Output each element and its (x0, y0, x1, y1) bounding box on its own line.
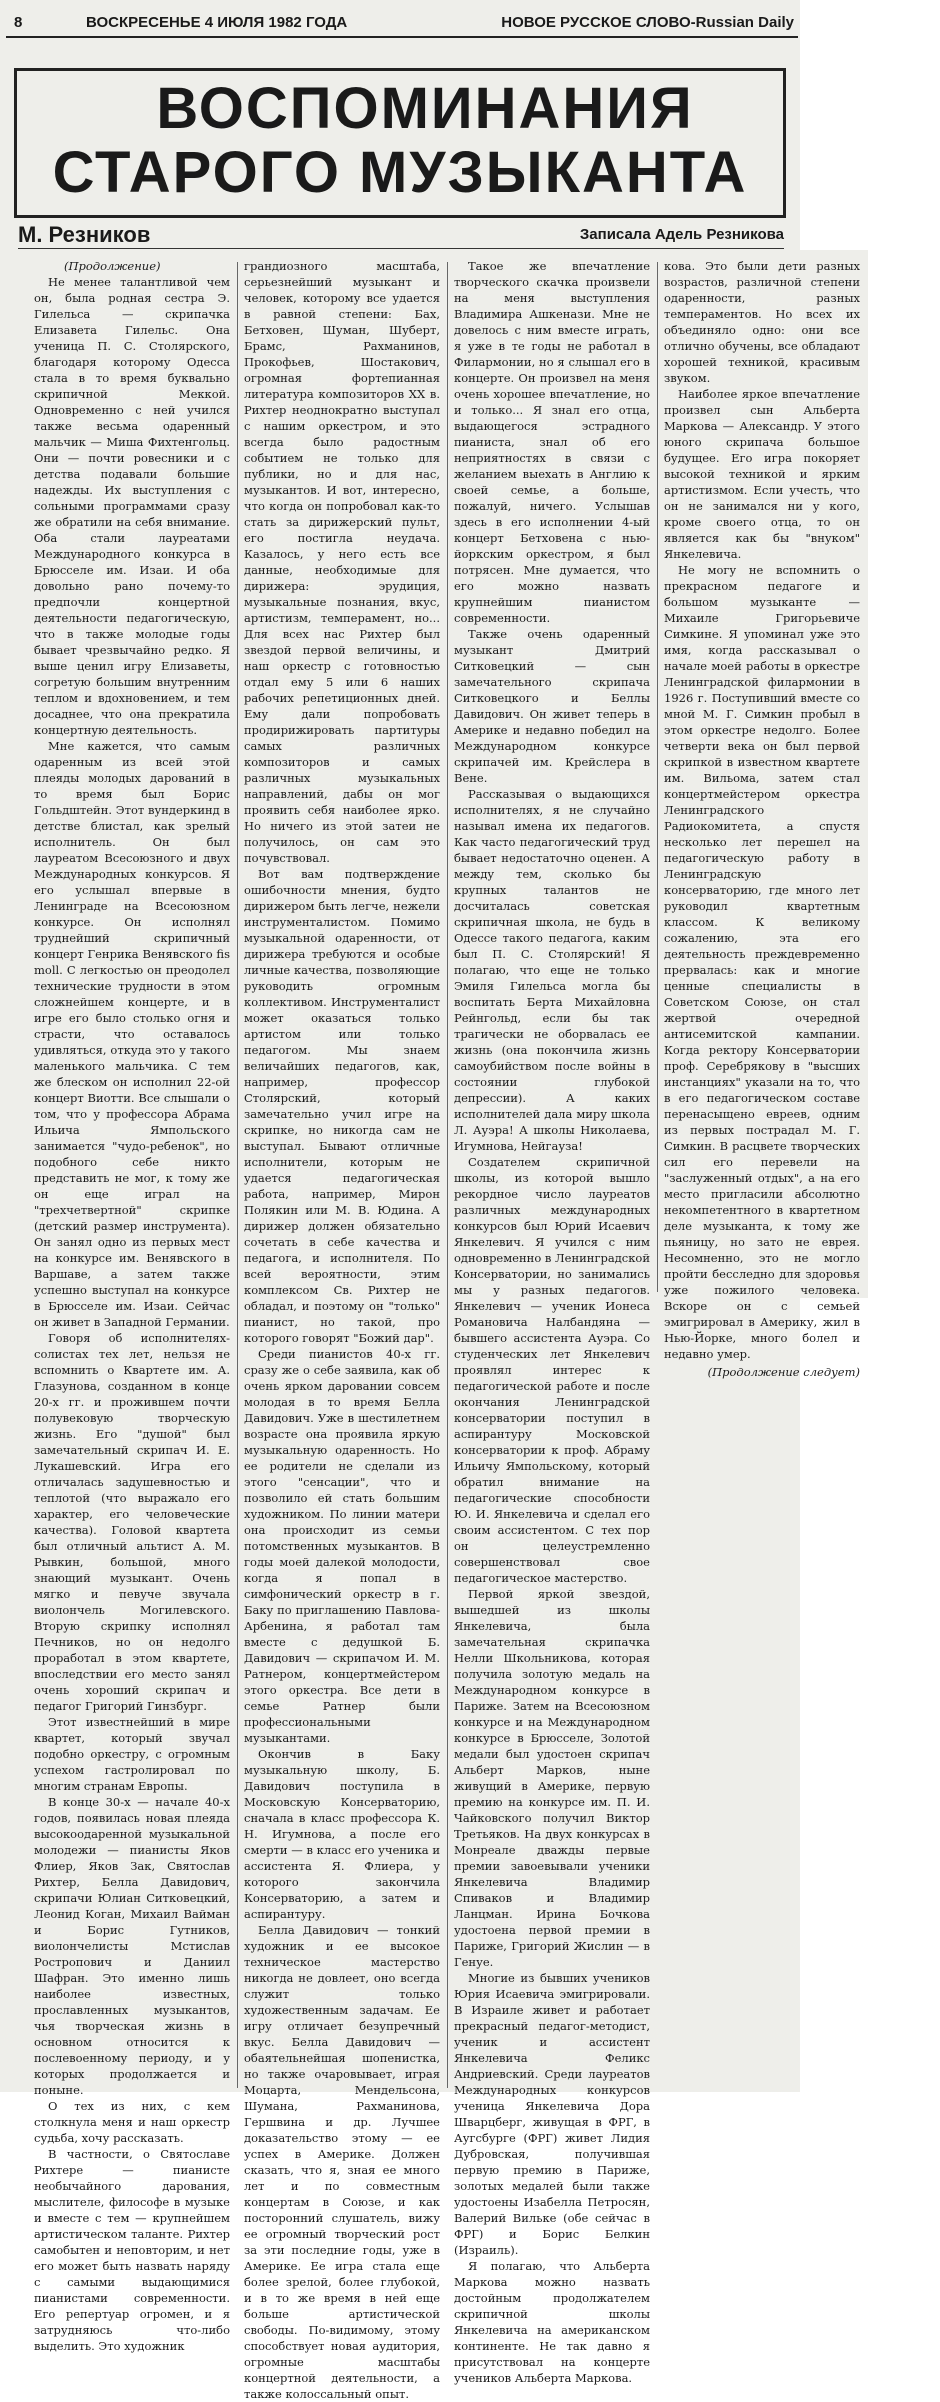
byline (18, 222, 784, 249)
page-header (6, 14, 798, 38)
article-paragraph: Многие из бывших учеников Юрия Исаевича эмигрировали. В Израиле живет и работает прекрасный педагог-методист, ученик и ассистент Янкелевича Феликс Андриевский. Среди лауреатов Международных конкурсов ученица Янкелевича Дора Шварцберг, живущая в ФРГ, в Аугсбурге (ФРГ) живет Лидия Дубровская, получившая первую премию в Париже, золотых медалей были также удостоены Изабелла Петросян, Валерий Вильке (обе сейчас в ФРГ) и Борис Белкин (Израиль). (454, 1971, 650, 2257)
column-rule (657, 262, 658, 1292)
headline-line-2: СТАРОГО МУЗЫКАНТА (52, 140, 748, 205)
article-paragraph: Не менее талантливой чем он, была родная сестра Э. Гилельса — скрипачка Елизавета Гилельс. Она ученица П. С. Столярского, благодаря которому Одесса стала в то время буквально скрипичной Меккой. Одновременно с ней учился также весьма одаренный мальчик — Миша Фихтенгольц. Они — почти ровесники и с детства подавали большие надежды. Их выступления с сольными программами сразу же обратили на себя внимание. Оба стали лауреатами Международного конкурса в Брюсселе им. Изаи. И оба довольно рано почему-то предпочли концертной деятельности педагогическую, что в также молодые годы бывает чрезвычайно редко. Я выше ценил игру Елизаветы, согретую большим внутренним теплом и вдохновением, и тем досаднее, что она прекратила концертную деятельность. (34, 275, 230, 737)
issue-date: ВОСКРЕСЕНЬЕ 4 ИЮЛЯ 1982 ГОДА (86, 14, 348, 31)
article-paragraph: кова. Это были дети разных возрастов, различной степени одаренности, разных темпераментов. Но всех их объединяло одно: они все отлично обучены, все обладают хорошей техникой, красивым звуком. (664, 259, 860, 385)
article-paragraph: О тех из них, с кем столкнула меня и наш оркестр судьба, хочу рассказать. (34, 2099, 230, 2145)
column-rule (237, 262, 238, 2088)
article-paragraph: В частности, о Святославе Рихтере — пианисте необычайного дарования, мыслителе, философе в музыке и вместе с тем — крупнейшем артистическом таланте. Рихтер самобытен и неповторим, и нет его может быть назвать наряду с самыми выдающимися пианистами современности. Его репертуар огромен, и я затрудняюсь что-либо выделить. Это художник (34, 2147, 230, 2353)
article-paragraph: Мне кажется, что самым одаренным из всей этой плеяды молодых дарований в то время был Борис Гольдштейн. Этот вундеркинд в детстве блистал, как зрелый исполнитель. Он был лауреатом Всесоюзного и двух Международных конкурсов. Я его услышал впервые в Ленинграде на Всесоюзном конкурсе. Он исполнял труднейший скрипичный концерт Генрика Венявского fis moll. С легкостью он преодолел технические трудности в этом сложнейшем концерте, и в игре его было столько огня и страсти, что оставалось удивляться, откуда это у такого маленького мальчика. С тем же блеском он исполнил 22-ой концерт Виотти. Все слышали о том, что у профессора Абрама Ильича Ямпольского занимается "чудо-ребенок", но подобного себе никто представить не мог, к тому же он еще играл на "трехчетвертной" скрипке (детский размер инструмента). Он занял одно из первых мест на конкурсе им. Венявского в Варшаве, а затем также успешно выступал на конкурсе в Брюсселе им. Изаи. Сейчас он живет в Западной Германии. (34, 739, 230, 1329)
article-paragraph: Среди пианистов 40-х гг. сразу же о себе заявила, как об очень ярком даровании совсем молодая в то время Белла Давидович. Уже в шестилетнем возрасте она проявила яркую музыкальную одаренность. Но ее родители не сделали из этого "сенсации", что и позволило ей стать большим художником. По линии матери она происходит из семьи потомственных музыкантов. В годы моей далекой молодости, когда я попал в симфонический оркестр в г. Баку по приглашению Павлова-Арбенина, я работал там вместе с дедушкой Б. Давидович — скрипачом И. М. Ратнером, концертмейстером этого оркестра. Все дети в семье Ратнер были профессиональными музыкантами. (244, 1347, 440, 1745)
article-paragraph: Этот известнейший в мире квартет, который звучал подобно оркестру, с огромным успехом гастролировал по многим странам Европы. (34, 1715, 230, 1793)
article-paragraph: Такое же впечатление творческого скачка произвели на меня выступления Владимира Ашкенази. Мне не довелось с ним вместе играть, я уже в те годы не работал в Филармонии, но я слышал его в концерте. Он произвел на меня очень хорошее впечатление, но и только... Я знал его отца, выдающегося эстрадного пианиста, знал об его неприятностях в связи с желанием выехать в Англию к своей семье, а больше, пожалуй, ничего. Услышав здесь в его исполнении 4-ый концерт Бетховена с нью-йоркским оркестром, я был потрясен. Мне думается, что его можно назвать крупнейшим пианистом современности. (454, 259, 650, 625)
article-paragraph: Также очень одаренный музыкант Дмитрий Ситковецкий — сын замечательного скрипача Ситковецкого и Беллы Давидович. Он живет теперь в Америке и недавно победил на Международном конкурсе скрипачей им. Крейслера в Вене. (454, 627, 650, 785)
article-paragraph: (Продолжение) (64, 259, 161, 273)
article-column-2 (244, 258, 440, 2401)
article-paragraph: Я полагаю, что Альберта Маркова можно назвать достойным продолжателем скрипичной школы Янкелевича на американском континенте. Не так давно я присутствовал на концерте учеников Альберта Маркова. (454, 2259, 650, 2385)
article-column-1 (34, 258, 230, 2353)
headline-box (14, 68, 786, 218)
column-rule (447, 262, 448, 2088)
article-paragraph: Белла Давидович — тонкий художник и ее высокое техническое мастерство никогда не довлеет, оно всегда служит только художественным задачам. Ее игру отличает безупречный вкус. Белла Давидович — обаятельнейшая шопенистка, но также очаровывает, играя Моцарта, Мендельсона, Шумана, Рахманинова, Гершвина и др. Лучшее доказательство этому — ее успех в Америке. Должен сказать, что я, зная ее много лет и по совместным концертам в Союзе, и как посторонний слушатель, вижу ее огромный творческий рост за эти последние годы, уже в Америке. Ее игра стала еще более зрелой, более глубокой, и в то же время в ней еще больше артистической свободы. По-видимому, этому способствует новая аудитория, огромные масштабы концертной деятельности, а также колоссальный опыт. (244, 1923, 440, 2401)
article-paragraph: В конце 30-х — начале 40-х годов, появилась новая плеяда высокоодаренной музыкальной молодежи — пианисты Яков Флиер, Яков Зак, Святослав Рихтер, Белла Давидович, скрипачи Юлиан Ситковецкий, Леонид Коган, Михаил Вайман и Борис Гутников, виолончелисты Мстислав Ростропович и Даниил Шафран. Это именно лишь наиболее известных, прославленных музыкантов, чья творческая жизнь в основном относится к послевоенному периоду, и у которых продолжается и поныне. (34, 1795, 230, 2097)
recorded-by: Записала Адель Резникова (579, 226, 784, 243)
article-paragraph: грандиозного масштаба, серьезнейший музыкант и человек, которому все удается в равной степени: Бах, Бетховен, Шуман, Шуберт, Брамс, Рахманинов, Прокофьев, Шостакович, огромная фортепианная литература композиторов XX в. Рихтер неоднократно выступал с нашим оркестром, и это всегда было радостным событием не только для публики, но и для нас, музыкантов. И вот, интересно, что когда он попробовал как-то стать за дирижерский пульт, его постигла неудача. Казалось, у него есть все данные, необходимые для дирижера: эрудиция, музыкальные познания, вкус, артистизм, темперамент, но... Для всех нас Рихтер был звездой первой величины, и наш оркестр с готовностью отдал ему 5 или 6 наших рабочих репетиционных дней. Ему дали попробовать продирижировать партитуры самых различных композиторов и самых различных музыкальных направлений, дабы он мог проявить себя наиболее ярко. Но ничего из этой затеи не получилось, он сам это почувствовал. (244, 259, 440, 865)
article-paragraph: Говоря об исполнителях-солистах тех лет, нельзя не вспомнить о Квартете им. А. Глазунова, созданном в конце 20-х гг. и прожившем почти полувековую творческую жизнь. Его "душой" был замечательный скрипач И. Е. Лукашевский. Игра его отличалась задушевностью и теплотой (что выражало его характер, его человеческие качества). Головой квартета был отличный альтист А. М. Рывкин, большой, много знающий музыкант. Очень мягко и певуче звучала виолончель Могилевского. Вторую скрипку исполнял Печников, но он недолго проработал в этом квартете, впоследствии его место занял очень хороший скрипач и педагог Григорий Гинзбург. (34, 1331, 230, 1713)
article-column-3 (454, 258, 650, 2385)
article-column-4 (664, 258, 860, 1379)
article-paragraph: Наиболее яркое впечатление произвел сын Альберта Маркова — Александр. У этого юного скрипача большое будущее. Его игра покоряет высокой техникой и ярким артистизмом. Если учесть, что он не занимался ни у кого, кроме своего отца, то он является как бы "внуком" Янкелевича. (664, 387, 860, 561)
article-paragraph: Вот вам подтверждение ошибочности мнения, будто дирижером быть легче, нежели инструменталистом. Помимо музыкальной одаренности, от дирижера требуются и особые личные качества, позволяющие руководить огромным коллективом. Инструменталист может оказаться только артистом или только педагогом. Мы знаем величайших педагогов, как, например, профессор Столярский, который замечательно учил игре на скрипке, но никогда сам не выступал. Бывают отличные исполнители, которым не удается педагогическая работа, например, Мирон Полякин или М. В. Юдина. А дирижер должен обязательно сочетать в себе качества и педагога, и исполнителя. По всей вероятности, этим комплексом Св. Рихтер не обладал, и поэтому он "только" пианист, но такой, про которого говорят "Божий дар". (244, 867, 440, 1345)
continued-note: (Продолжение следует) (707, 1365, 860, 1379)
headline-line-1: ВОСПОМИНАНИЯ (156, 76, 694, 141)
page-number: 8 (14, 14, 23, 31)
newspaper-name: НОВОЕ РУССКОЕ СЛОВО-Russian Daily (501, 14, 794, 31)
article-paragraph: Рассказывая о выдающихся исполнителях, я не случайно называл имена их педагогов. Как часто педагогический труд бывает недостаточно оценен. А между тем, сколько бы крупных талантов не досчиталась советская скрипичная школа, не будь в Одессе такого педагога, каким был П. С. Столярский! Я полагаю, что еще не только Эмиля Гилельса могла бы воспитать Берта Михайловна Рейнгольд, если бы так трагически не оборвалась ее жизнь (она покончила жизнь самоубийством после войны в состоянии глубокой депрессии). А каких исполнителей дала миру школа Л. Ауэра! А школы Николаева, Игумнова, Нейгауза! (454, 787, 650, 1153)
article-paragraph: Первой яркой звездой, вышедшей из школы Янкелевича, была замечательная скрипачка Нелли Школьникова, которая получила золотую медаль на Международном конкурсе в Париже. Затем на Всесоюзном конкурсе и на Международном конкурсе в Брюсселе, Золотой медали был удостоен скрипач Альберт Марков, ныне живущий в Америке, первую премию на конкурсе им. П. И. Чайковского получил Виктор Третьяков. На двух конкурсах в Монреале дважды первые премии завоевывали ученики Янкелевича Владимир Спиваков и Владимир Ланцман. Ирина Бочкова удостоена первой премии в Париже, Григорий Жислин — в Генуе. (454, 1587, 650, 1969)
article-paragraph: Не могу не вспомнить о прекрасном педагоге и большом музыканте — Михаиле Григорьевиче Симкине. Я упоминал уже это имя, когда рассказывал о начале моей работы в оркестре Ленинградской филармонии в 1926 г. Поступивший вместе со мной М. Г. Симкин пробыл в этом оркестре недолго. Более четверти века он был первой скрипкой в известном квартете им. Вильома, затем стал концертмейстером оркестра Ленинградского Радиокомитета, а спустя несколько лет перешел на педагогическую работу в Ленинградскую консерваторию, где много лет руководил квартетным классом. К великому сожалению, эта его деятельность преждевременно прервалась: как и многие ценные специалисты в Советском Союзе, он стал жертвой очередной антисемитской кампании. Когда ректору Консерватории проф. Серебрякову в "высших инстанциях" указали на то, что в его педагогическом составе перенасыщено евреев, одним из первых пострадал М. Г. Симкин. В расцвете творческих сил его перевели на "заслуженный отдых", а на его место пригласили абсолютно некомпетентного в квартетном деле музыканта, к тому же пьяницу, но зато не еврея. Несомненно, это не могло пройти бесследно для здоровья уже пожилого человека. Вскоре он с семьей эмигрировал в Америку, жил в Нью-Йорке, много болел и недавно умер. (664, 563, 860, 1361)
article-paragraph: Создателем скрипичной школы, из которой вышло рекордное число лауреатов различных международных конкурсов был Юрий Исаевич Янкелевич. Я учился с ним одновременно в Ленинградской Консерватории, но занимались мы у разных педагогов. Янкелевич — ученик Ионеса Романовича Налбандяна — бывшего ассистента Ауэра. Со студенческих лет Янкелевич проявлял интерес к педагогической работе и после окончания Ленинградской консерватории поступил в аспирантуру Московской консерватории к проф. Абраму Ильичу Ямпольскому, который обратил внимание на педагогические способности Ю. И. Янкелевича и сделал его своим ассистентом. С тех пор он целеустремленно совершенствовал свое педагогическое мастерство. (454, 1155, 650, 1585)
article-paragraph: Окончив в Баку музыкальную школу, Б. Давидович поступила в Московскую Консерваторию, сначала в класс профессора К. Н. Игумнова, а после его смерти — в класс его ученика и ассистента Я. Флиера, у которого закончила Консерваторию, а затем и аспирантуру. (244, 1747, 440, 1921)
author-name: М. Резников (18, 222, 151, 247)
